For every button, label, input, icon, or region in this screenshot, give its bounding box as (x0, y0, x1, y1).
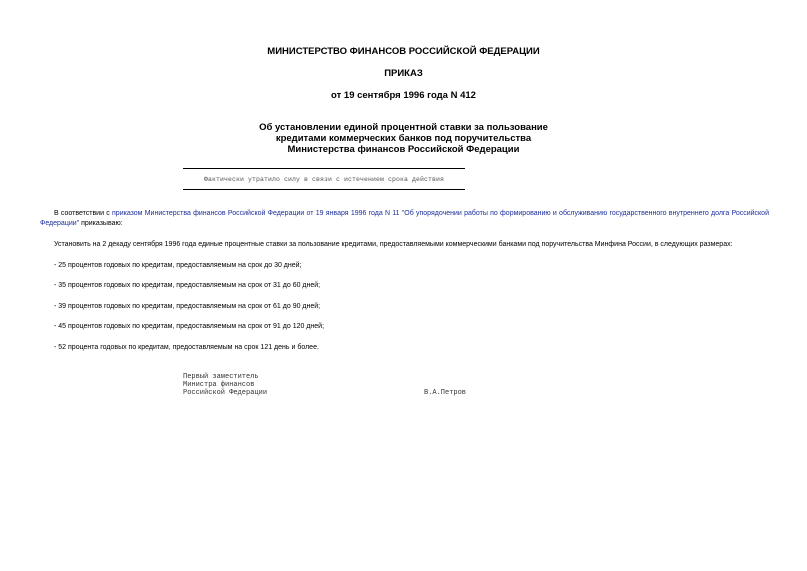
decree-paragraph: Установить на 2 декаду сентября 1996 года единые процентные ставки за пользование кредитами, предоставляемыми коммерческими банками под поручительства Минфина России, в следующих размерах: (54, 241, 733, 248)
doc-date-number: от 19 сентября 1996 года N 412 (331, 90, 476, 101)
order-11-link[interactable]: приказом Министерства финансов Российской Федерации от 19 января 1996 года N 11 "Об упорядочении работы по формированию и обслуживанию государственного внутреннего долга Российской Федерации" (40, 210, 769, 227)
signature-title-line-1: Первый заместитель (183, 373, 259, 381)
status-note-text: Фактически утратило силу в связи с истечением срока действия (203, 176, 445, 183)
rate-item-4: - 45 процентов годовых по кредитам, предоставляемым на срок от 91 до 120 дней; (54, 323, 325, 330)
signature-title-line-3: Российской Федерации (183, 389, 268, 397)
ministry-heading: МИНИСТЕРСТВО ФИНАНСОВ РОССИЙСКОЙ ФЕДЕРАЦИИ (267, 46, 540, 57)
signature-title-line-2: Министра финансов (183, 381, 255, 389)
rate-item-5: - 52 процента годовых по кредитам, предоставляемым на срок 121 день и более. (54, 344, 319, 351)
status-bottom-rule (183, 189, 465, 190)
signatory-name: В.А.Петров (424, 389, 467, 397)
doc-title-line-1: Об установлении единой процентной ставки за пользование (259, 122, 548, 133)
doc-type-heading: ПРИКАЗ (384, 68, 423, 79)
doc-title-line-3: Министерства финансов Российской Федерации (287, 144, 520, 155)
doc-title-line-2: кредитами коммерческих банков под поручительства (275, 133, 532, 144)
rate-item-1: - 25 процентов годовых по кредитам, предоставляемым на срок до 30 дней; (54, 262, 302, 269)
rate-item-2: - 35 процентов годовых по кредитам, предоставляемым на срок от 31 до 60 дней; (54, 282, 321, 289)
intro-paragraph (40, 209, 769, 229)
status-notice (183, 168, 465, 190)
intro-prefix: В соответствии с (54, 210, 110, 217)
rate-item-3: - 39 процентов годовых по кредитам, предоставляемым на срок от 61 до 90 дней; (54, 303, 321, 310)
intro-suffix: приказываю: (79, 220, 123, 227)
